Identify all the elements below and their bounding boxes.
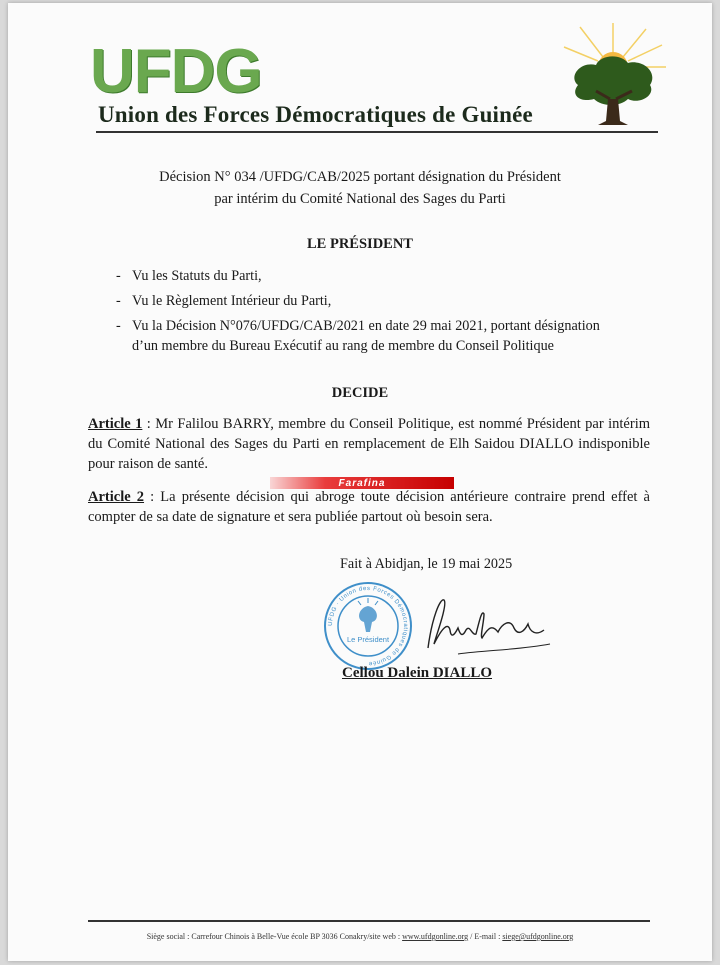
tree-sun-icon [558, 21, 668, 129]
list-item [104, 316, 656, 336]
list-item-text: Vu la Décision N°076/UFDG/CAB/2021 en date 29 mai 2021, portant désignation [132, 318, 600, 334]
list-item: - Vu le Règlement Intérieur du Parti, [104, 291, 656, 311]
signatory-name: Cellou Dalein DIALLO [342, 665, 493, 681]
watermark: Farafina [270, 477, 454, 489]
article-label: Article 2 [88, 489, 145, 505]
svg-text:UFDG · Union des Forces Démocr: UFDG · Union des Forces Démocratiques de Guinée [327, 585, 409, 667]
decide-heading: DECIDE [331, 385, 389, 401]
svg-text:Le Président: Le Président [346, 635, 390, 644]
decision-title [120, 166, 600, 210]
footer-divider [88, 920, 650, 922]
footer-address: Siège social : Carrefour Chinois à Belle-Vue école BP 3036 Conakry/site web : [146, 932, 403, 941]
footer-email-label: / E-mail : [468, 932, 503, 941]
official-stamp [322, 580, 414, 672]
website-link[interactable]: www.ufdgonline.org [402, 932, 469, 941]
signature [418, 588, 558, 668]
decision-title-line: Décision N° 034 /UFDG/CAB/2025 portant désignation du Président [159, 169, 561, 185]
list-item: - Vu les Statuts du Parti, [104, 266, 656, 286]
president-heading: LE PRÉSIDENT [307, 236, 413, 252]
organization-name: Union des Forces Démocratiques de Guinée [98, 102, 533, 127]
considerations-list [104, 266, 656, 361]
email-link[interactable]: siege@ufdgonline.org [502, 932, 574, 941]
logo-acronym: UFDG [90, 37, 262, 106]
list-item-continuation: d’un membre du Bureau Exécutif au rang de membre du Conseil Politique [132, 338, 554, 354]
footer [0, 932, 720, 941]
place-date: Fait à Abidjan, le 19 mai 2025 [340, 556, 513, 572]
decision-title-line: par intérim du Comité National des Sages du Parti [214, 191, 506, 207]
header-divider [96, 131, 658, 133]
article-text: : La présente décision qui abroge toute décision antérieure contraire prend effet à compter de sa date de signature et sera publiée partout où besoin sera. [88, 489, 650, 525]
article-text: : Mr Falilou BARRY, membre du Conseil Politique, est nommé Président par intérim du Comité National des Sages du Parti en remplacement de Elh Saidou DIALLO indisponible pour raison de santé. [88, 416, 650, 472]
article-1 [88, 414, 650, 474]
article-2 [88, 487, 650, 527]
article-label: Article 1 [88, 416, 143, 432]
